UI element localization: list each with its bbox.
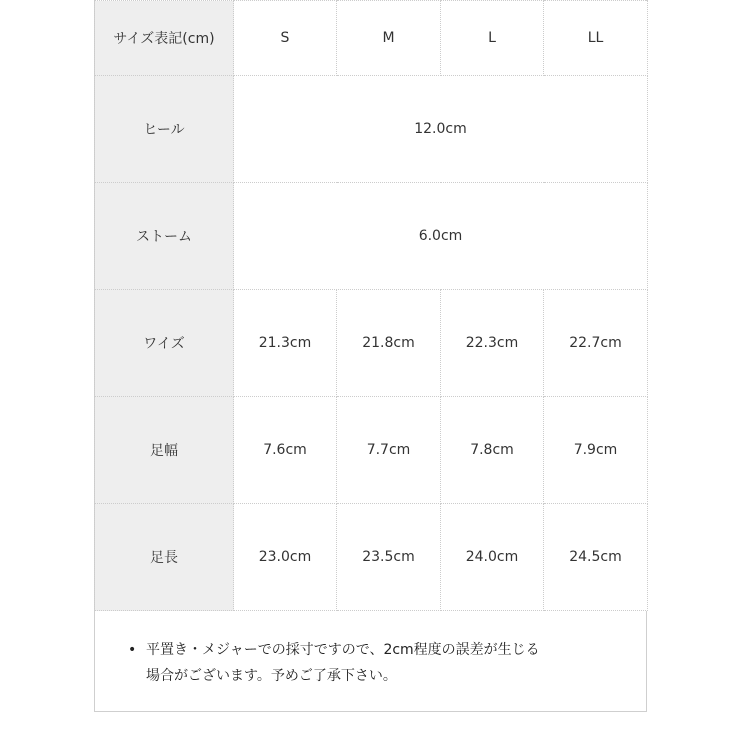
size-s-header: S [234,1,337,76]
storm-row [95,183,648,290]
size-ll-header: LL [544,1,648,76]
width-row [95,290,648,397]
note-line-2: 場合がございます。予めご了承下さい。 [146,668,397,684]
storm-label: ストーム [95,183,234,290]
heel-value: 12.0cm [234,76,648,183]
foot-width-m-value: 7.7cm [337,397,441,504]
foot-width-l-value: 7.8cm [441,397,544,504]
width-ll-value: 22.7cm [544,290,648,397]
heel-row [95,76,648,183]
foot-width-row [95,397,648,504]
width-s-value: 21.3cm [234,290,337,397]
foot-length-m-value: 23.5cm [337,504,441,611]
size-m-header: M [337,1,441,76]
foot-width-label: 足幅 [95,397,234,504]
note-line-1: 平置き・メジャーでの採寸ですので、2cm程度の誤差が生じる [146,642,540,658]
width-label: ワイズ [95,290,234,397]
foot-width-s-value: 7.6cm [234,397,337,504]
size-header-row [95,1,648,76]
width-m-value: 21.8cm [337,290,441,397]
foot-length-s-value: 23.0cm [234,504,337,611]
measurement-note [94,608,647,712]
foot-length-label: 足長 [95,504,234,611]
size-l-header: L [441,1,544,76]
note-item [128,637,617,689]
width-l-value: 22.3cm [441,290,544,397]
foot-length-ll-value: 24.5cm [544,504,648,611]
bullet-icon: • [128,642,137,658]
storm-value: 6.0cm [234,183,648,290]
size-notation-header: サイズ表記(cm) [95,1,234,76]
size-chart-table [94,0,648,611]
heel-label: ヒール [95,76,234,183]
foot-width-ll-value: 7.9cm [544,397,648,504]
foot-length-l-value: 24.0cm [441,504,544,611]
foot-length-row [95,504,648,611]
